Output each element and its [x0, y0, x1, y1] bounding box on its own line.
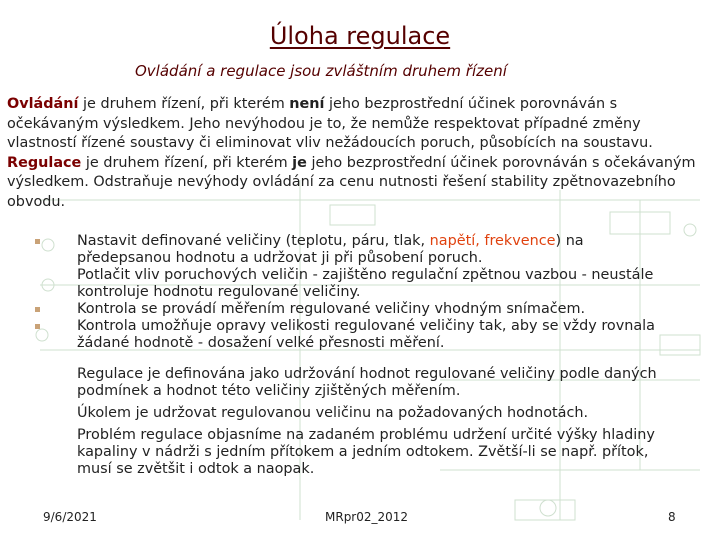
page-subtitle: Ovládání a regulace jsou zvláštním druhem řízení	[135, 62, 507, 80]
bullet-marker	[35, 307, 40, 312]
intro-paragraph	[7, 95, 712, 212]
intro-text-2: jeho bezprostřední účinek porovnáván s očekávaným výsledkem. Jeho nevýhodou je to, že nemůže respektovat případné změny vlastností řízené soustavy či eliminovat vliv nežádoucích poruch, působících na soustavu.	[7, 96, 653, 151]
bullet-text-2: Potlačit vliv poruchových veličin - zajištěno regulační zpětnou vazbou - neustále kontroluje hodnotu regulované veličiny.	[77, 267, 654, 300]
keyword-je: je	[292, 154, 307, 171]
bullet-text-4: Kontrola umožňuje opravy velikosti regulované veličiny tak, aby se vždy rovnala žádané hodnotě - dosažení velké přesnosti měření.	[77, 318, 655, 351]
footer-slide-id: MRpr02_2012	[325, 510, 409, 524]
task-bullet-list	[35, 233, 665, 352]
bullet-highlight: napětí, frekvence	[429, 233, 556, 249]
list-item	[35, 233, 665, 267]
definition-text: je definována jako udržování hodnot regulované veličiny podle daných podmínek a hodnot této veličiny zjištěných měřením.	[77, 366, 657, 399]
goal-paragraph: Úkolem je udržovat regulovanou veličinu na požadovaných hodnotách.	[77, 405, 589, 421]
regulace-term: Regulace	[77, 366, 144, 382]
problem-paragraph: Problém regulace objasníme na zadaném problému udržení určité výšky hladiny kapaliny v nádrži s jedním přítokem a jedním odtokem. Zvětší-li se např. přítok, musí se zvětšit i odtok a naopak.	[77, 427, 655, 477]
keyword-ovladani: Ovládání	[7, 96, 79, 112]
definition-paragraph	[77, 366, 677, 400]
bullet-text-1c: ) na předepsanou hodnotu a udržovat ji při působení poruch.	[77, 233, 584, 266]
list-item	[35, 318, 665, 352]
bullet-marker	[35, 239, 40, 244]
intro-text-3: je druhem řízení, při kterém	[81, 154, 293, 171]
bullet-text-3: Kontrola se provádí měřením regulované veličiny vhodným snímačem.	[77, 301, 586, 317]
footer-page-number: 8	[668, 510, 676, 524]
keyword-neni: není	[289, 96, 325, 112]
keyword-regulace: Regulace	[7, 154, 82, 171]
intro-text-4: jeho bezprostřední účinek porovnáván s očekávaným výsledkem. Odstraňuje nevýhody ovládání za cenu nutnosti řešení stability zpětnovazebního obvodu.	[7, 154, 696, 210]
regulace-definition-block	[77, 366, 677, 483]
bullet-marker	[35, 324, 40, 329]
list-item	[35, 267, 665, 301]
list-item	[35, 301, 665, 318]
footer-date: 9/6/2021	[43, 510, 97, 524]
bullet-text-1a: Nastavit definované veličiny (teplotu, páru, tlak,	[77, 233, 430, 249]
intro-text-1: je druhem řízení, při kterém	[78, 96, 290, 112]
page-title: Úloha regulace	[269, 22, 451, 50]
